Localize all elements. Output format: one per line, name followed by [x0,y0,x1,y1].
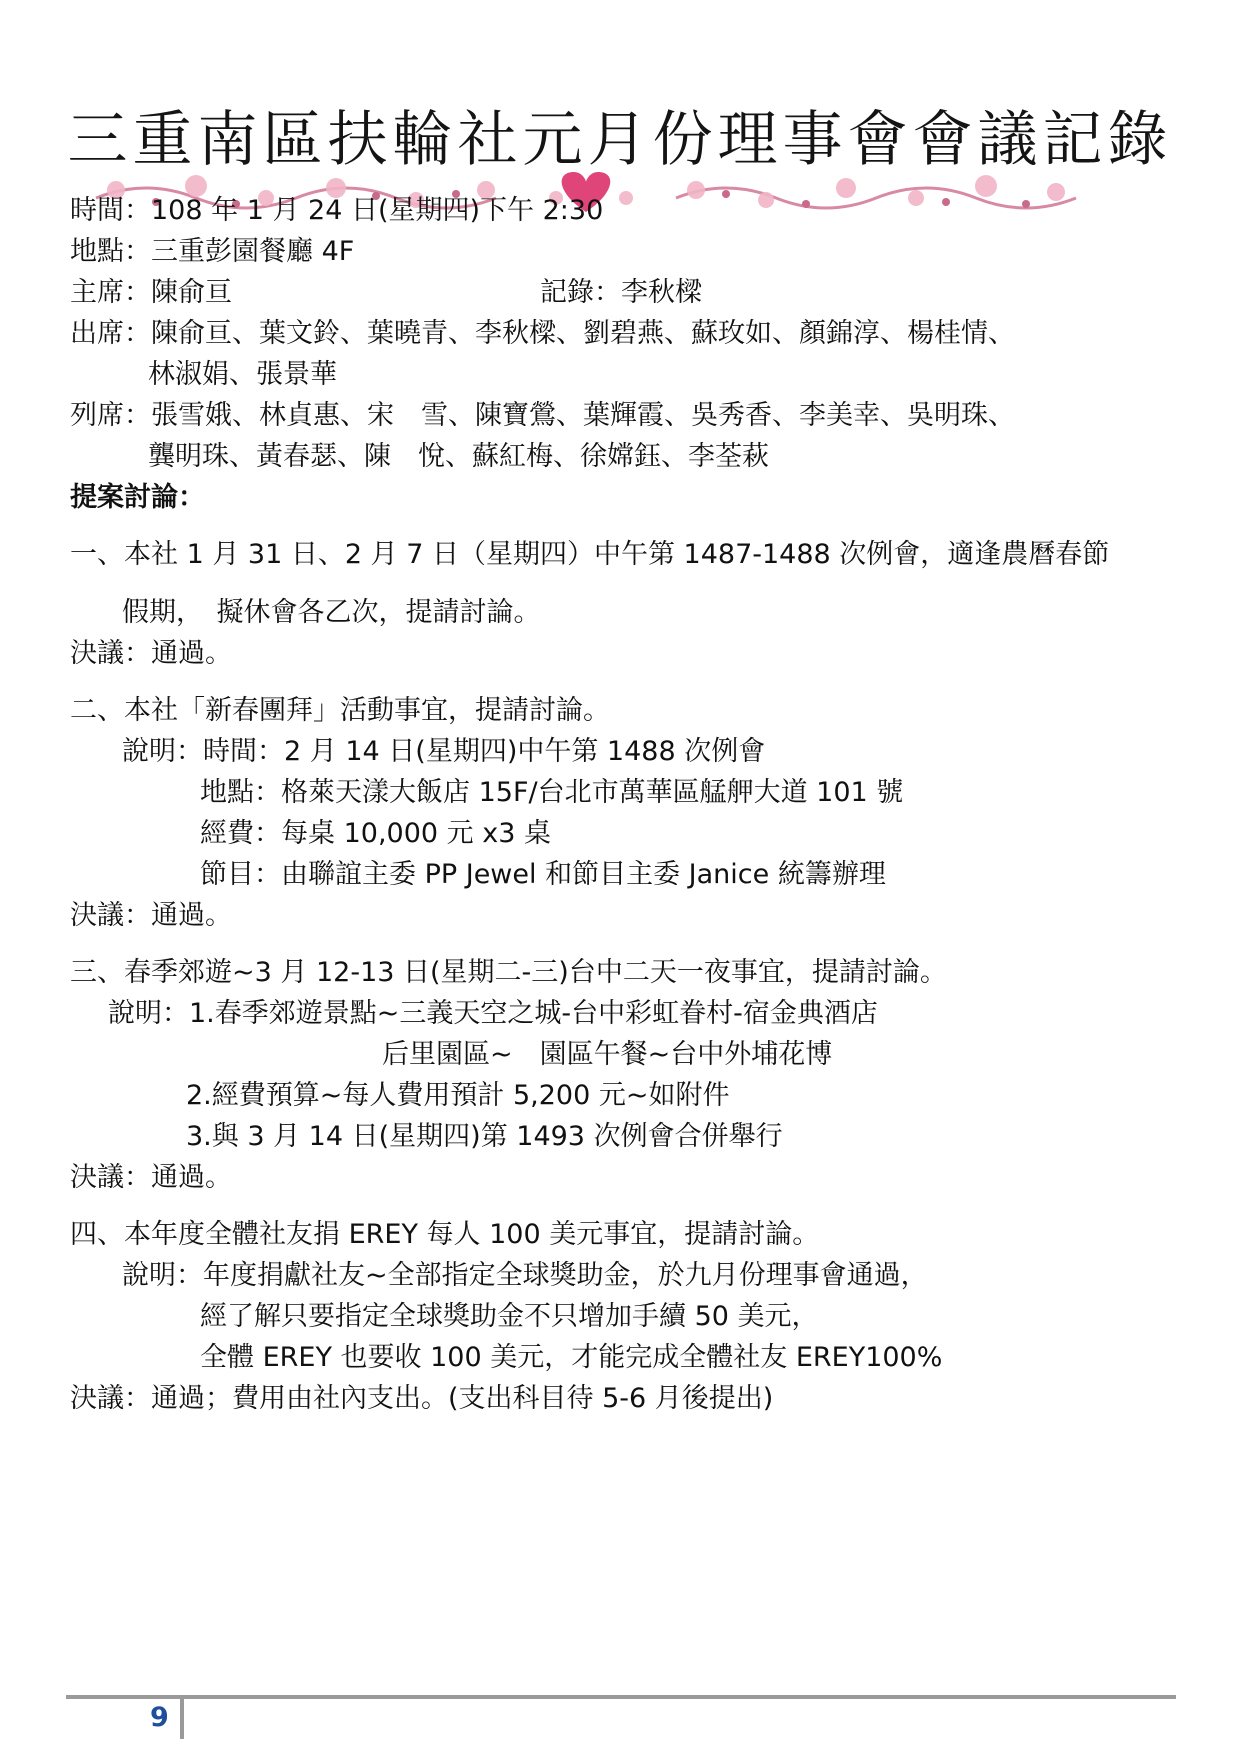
item-3-desc-2: 2.經費預算~每人費用預計 5,200 元~如附件 [186,1080,730,1111]
observers-line-1: 列席：張雪娥、林貞惠、宋 雪、陳寶鶯、葉輝霞、吳秀香、李美幸、吳明珠、 [70,400,1015,431]
item-2-line-1: 二、本社「新春團拜」活動事宜，提請討論。 [70,695,610,726]
item-1-line-1: 一、本社 1 月 31 日、2 月 7 日（星期四）中午第 1487-1488 次例會，適逢農曆春節 [70,539,1110,570]
item-3-desc-1b: 后里園區~ 園區午餐~台中外埔花博 [382,1039,833,1070]
page-title: 三重南區扶輪社元月份理事會會議記錄 [67,105,1173,175]
item-4-desc-2: 經了解只要指定全球獎助金不只增加手續 50 美元， [200,1301,819,1332]
item-1-line-2: 假期， 擬休會各乙次，提請討論。 [122,597,541,628]
item-3-resolution: 決議：通過。 [70,1162,232,1193]
item-3-desc-1: 說明：1.春季郊遊景點~三義天空之城-台中彩虹眷村-宿金典酒店 [108,998,878,1029]
section-heading: 提案討論： [70,482,205,513]
item-4-desc-3: 全體 EREY 也要收 100 美元，才能完成全體社友 EREY100% [200,1342,943,1373]
meeting-place: 地點：三重彭園餐廳 4F [70,236,355,267]
meeting-recorder: 記錄：李秋樑 [540,277,702,308]
item-3-desc-3: 3.與 3 月 14 日(星期四)第 1493 次例會合併舉行 [186,1121,783,1152]
page-number: 9 [150,1702,169,1733]
item-4-resolution: 決議：通過；費用由社內支出。(支出科目待 5-6 月後提出) [70,1383,774,1414]
observers-line-2: 龔明珠、黃春瑟、陳 悅、蘇紅梅、徐嫦鈺、李荃萩 [148,441,769,472]
item-2-desc-2: 地點：格萊天漾大飯店 15F/台北市萬華區艋舺大道 101 號 [200,777,904,808]
footer-divider [66,1695,1176,1699]
item-2-desc-1: 說明：時間：2 月 14 日(星期四)中午第 1488 次例會 [122,736,766,767]
item-2-resolution: 決議：通過。 [70,900,232,931]
attendees-line-2: 林淑娟、張景華 [148,359,337,390]
item-4-line-1: 四、本年度全體社友捐 EREY 每人 100 美元事宜，提請討論。 [70,1219,820,1250]
item-2-desc-3: 經費：每桌 10,000 元 x3 桌 [200,818,551,849]
item-3-line-1: 三、春季郊遊~3 月 12-13 日(星期二-三)台中二天一夜事宜，提請討論。 [70,957,947,988]
meeting-time: 時間：108 年 1 月 24 日(星期四)下午 2:30 [70,195,604,226]
item-1-resolution: 決議：通過。 [70,638,232,669]
meeting-chair: 主席：陳俞亘 [70,277,232,308]
attendees-line-1: 出席：陳俞亘、葉文鈴、葉曉青、李秋樑、劉碧燕、蘇玫如、顏錦淳、楊桂情、 [70,318,1015,349]
page-number-bar [180,1699,184,1739]
item-2-desc-4: 節目：由聯誼主委 PP Jewel 和節目主委 Janice 統籌辦理 [200,859,886,890]
item-4-desc-1: 說明：年度捐獻社友~全部指定全球獎助金，於九月份理事會通過， [122,1260,928,1291]
